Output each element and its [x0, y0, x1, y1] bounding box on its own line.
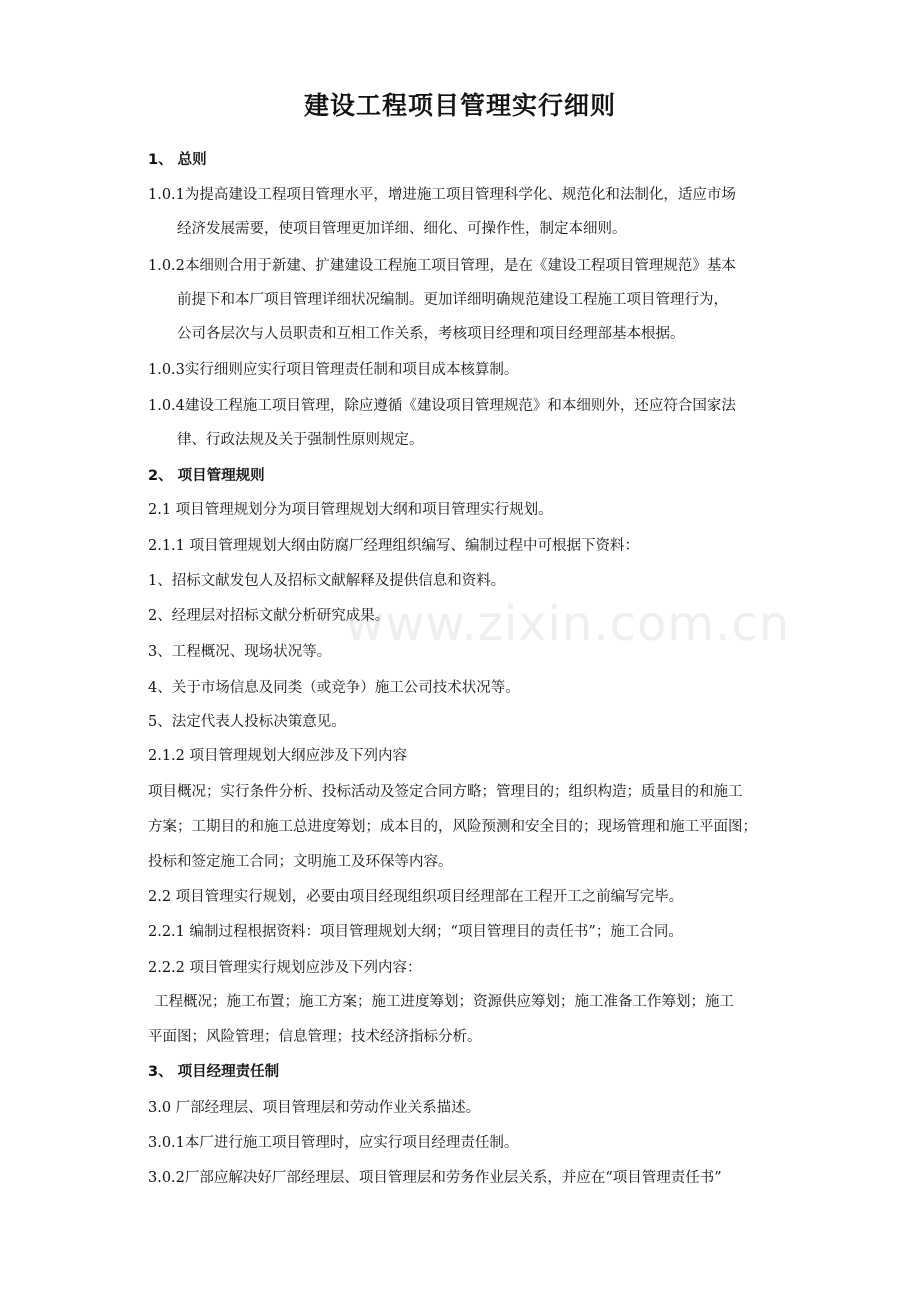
paragraph-line: 3.0.2厂部应解决好厂部经理层、项目管理层和劳务作业层关系，并应在“项目管理责任书”	[148, 1170, 722, 1186]
paragraph-line: 1.0.3实行细则应实行项目管理责任制和项目成本核算制。	[148, 362, 519, 378]
document-title: 建设工程项目管理实行细则	[303, 91, 616, 120]
paragraph-line: 工程概况；施工布置；施工方案；施工进度筹划；资源供应筹划；施工准备工作筹划；施工	[154, 994, 734, 1010]
paragraph-line: 2.2.1 编制过程根据资料：项目管理规划大纲；“项目管理目的责任书”；施工合同。	[148, 924, 683, 940]
list-item: 2、经理层对招标文献分析研究成果。	[148, 608, 390, 624]
section-heading-2: 2、 项目管理规则	[148, 468, 265, 484]
paragraph-line: 3.0 厂部经理层、项目管理层和劳动作业关系描述。	[148, 1100, 481, 1116]
paragraph-line: 2.1.2 项目管理规划大纲应涉及下列内容	[148, 748, 408, 764]
paragraph-line: 1.0.4建设工程施工项目管理，除应遵循《建设项目管理规范》和本细则外，还应符合国家法	[148, 398, 736, 414]
section-heading-1: 1、 总则	[148, 152, 207, 168]
paragraph-line: 方案；工期目的和施工总进度筹划；成本目的，风险预测和安全目的；现场管理和施工平面图；	[148, 819, 757, 835]
watermark: www.zixin.com.cn	[345, 596, 791, 652]
list-item: 5、法定代表人投标决策意见。	[148, 714, 346, 730]
list-item: 1、招标文献发包人及招标文献解释及提供信息和资料。	[148, 573, 506, 589]
paragraph-line: 2.1.1 项目管理规划大纲由防腐厂经理组织编写、编制过程中可根据下资料：	[148, 538, 640, 554]
paragraph-line: 2.2.2 项目管理实行规划应涉及下列内容：	[148, 960, 422, 976]
paragraph-line: 3.0.1本厂进行施工项目管理时，应实行项目经理责任制。	[148, 1135, 519, 1151]
paragraph-line: 经济发展需要，使项目管理更加详细、细化、可操作性，制定本细则。	[177, 221, 627, 237]
section-heading-3: 3、 项目经理责任制	[148, 1064, 280, 1080]
paragraph-line: 1.0.1为提高建设工程项目管理水平，增进施工项目管理科学化、规范化和法制化，适应市场	[148, 187, 736, 203]
list-item: 3、工程概况、现场状况等。	[148, 644, 332, 660]
paragraph-line: 公司各层次与人员职责和互相工作关系，考核项目经理和项目经理部基本根据。	[177, 326, 685, 342]
paragraph-line: 2.1 项目管理规划分为项目管理规划大纲和项目管理实行规划。	[148, 502, 553, 518]
paragraph-line: 项目概况；实行条件分析、投标活动及签定合同方略；管理目的；组织构造；质量目的和施工	[148, 784, 743, 800]
paragraph-line: 平面图；风险管理；信息管理；技术经济指标分析。	[148, 1029, 482, 1045]
paragraph-line: 2.2 项目管理实行规划，必要由项目经现组织项目经理部在工程开工之前编写完毕。	[148, 889, 684, 905]
paragraph-line: 前提下和本厂项目管理详细状况编制。更加详细明确规范建设工程施工项目管理行为，	[177, 292, 728, 308]
list-item: 4、关于市场信息及同类（或竞争）施工公司技术状况等。	[148, 680, 520, 696]
paragraph-line: 投标和签定施工合同；文明施工及环保等内容。	[148, 854, 453, 870]
paragraph-line: 律、行政法规及关于强制性原则规定。	[177, 432, 424, 448]
paragraph-line: 1.0.2本细则合用于新建、扩建建设工程施工项目管理，是在《建设工程项目管理规范》基本	[148, 258, 736, 274]
